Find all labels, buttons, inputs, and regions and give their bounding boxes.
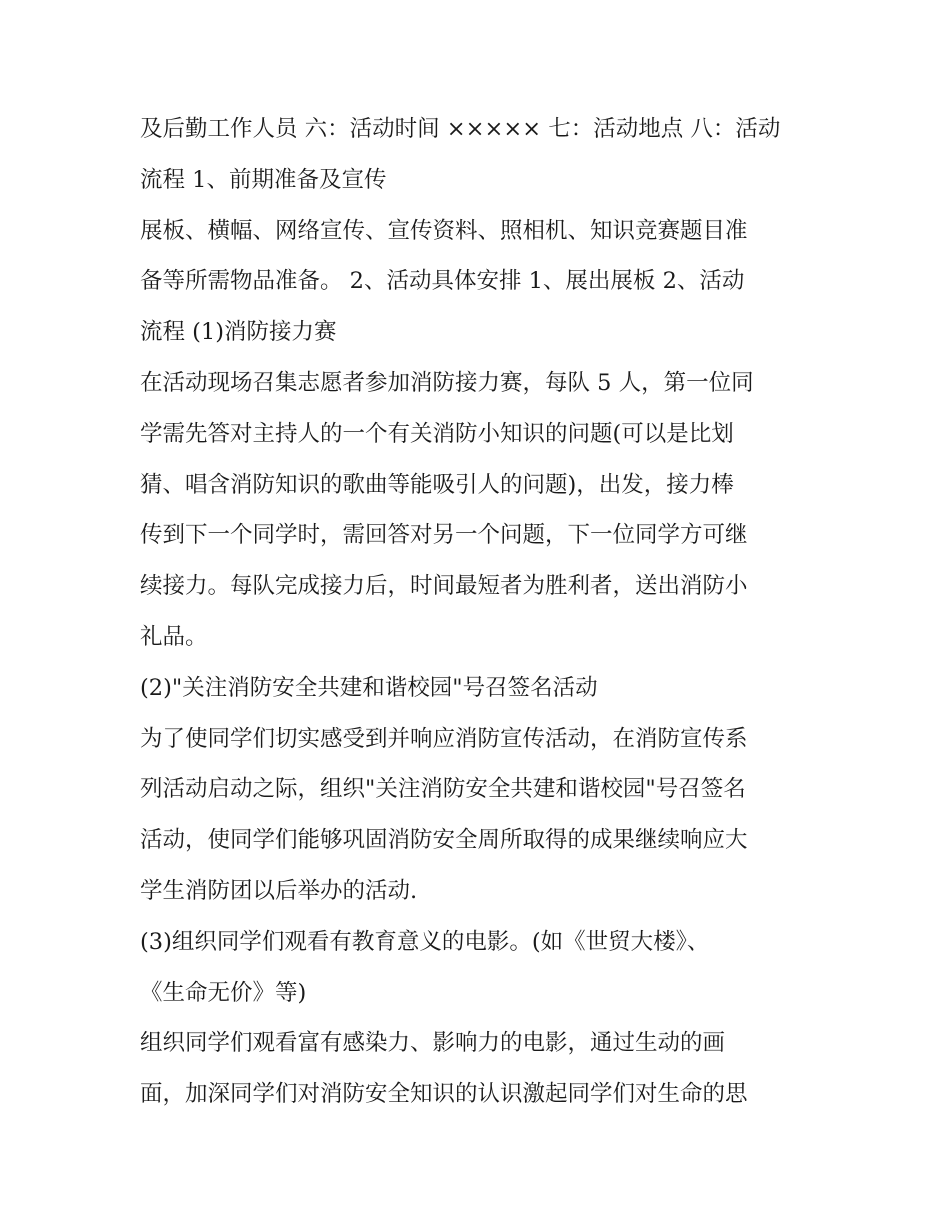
text-line: 续接力。每队完成接力后，时间最短者为胜利者，送出消防小 — [140, 573, 748, 600]
text-line: 活动，使同学们能够巩固消防安全周所取得的成果继续响应大 — [140, 827, 748, 854]
text-line: 列活动启动之际，组织"关注消防安全共建和谐校园"号召签名 — [140, 776, 746, 803]
text-line: 及后勤工作人员 六：活动时间 ××××× 七：活动地点 八：活动 — [140, 116, 781, 142]
text-line: 备等所需物品准备。 2、活动具体安排 1、展出展板 2、活动 — [140, 268, 745, 295]
text-line: (2)"关注消防安全共建和谐校园"号召签名活动 — [140, 674, 598, 701]
text-line: 学生消防团以后举办的活动. — [140, 877, 418, 904]
text-line: 《生命无价》等) — [140, 979, 307, 1006]
text-line: 传到下一个同学时，需回答对另一个问题，下一位同学方可继 — [140, 522, 748, 549]
text-line: 在活动现场召集志愿者参加消防接力赛，每队 5 人，第一位同 — [140, 369, 754, 396]
text-line: 展板、横幅、网络宣传、宣传资料、照相机、知识竞赛题目准 — [140, 217, 748, 244]
text-line: 为了使同学们切实感受到并响应消防宣传活动，在消防宣传系 — [140, 725, 748, 752]
text-line: 流程 (1)消防接力赛 — [140, 319, 337, 346]
text-line: 猜、唱含消防知识的歌曲等能吸引人的问题)，出发，接力棒 — [140, 471, 734, 498]
text-line: 流程 1、前期准备及宣传 — [140, 166, 387, 193]
document-body — [140, 104, 820, 1120]
text-line: (3)组织同学们观看有教育意义的电影。(如《世贸大楼》、 — [140, 928, 710, 955]
text-line: 礼品。 — [140, 623, 208, 650]
text-line: 学需先答对主持人的一个有关消防小知识的问题(可以是比划 — [140, 420, 734, 447]
text-line: 组织同学们观看富有感染力、影响力的电影，通过生动的画 — [140, 1030, 726, 1057]
text-line: 面，加深同学们对消防安全知识的认识激起同学们对生命的思 — [140, 1081, 748, 1108]
